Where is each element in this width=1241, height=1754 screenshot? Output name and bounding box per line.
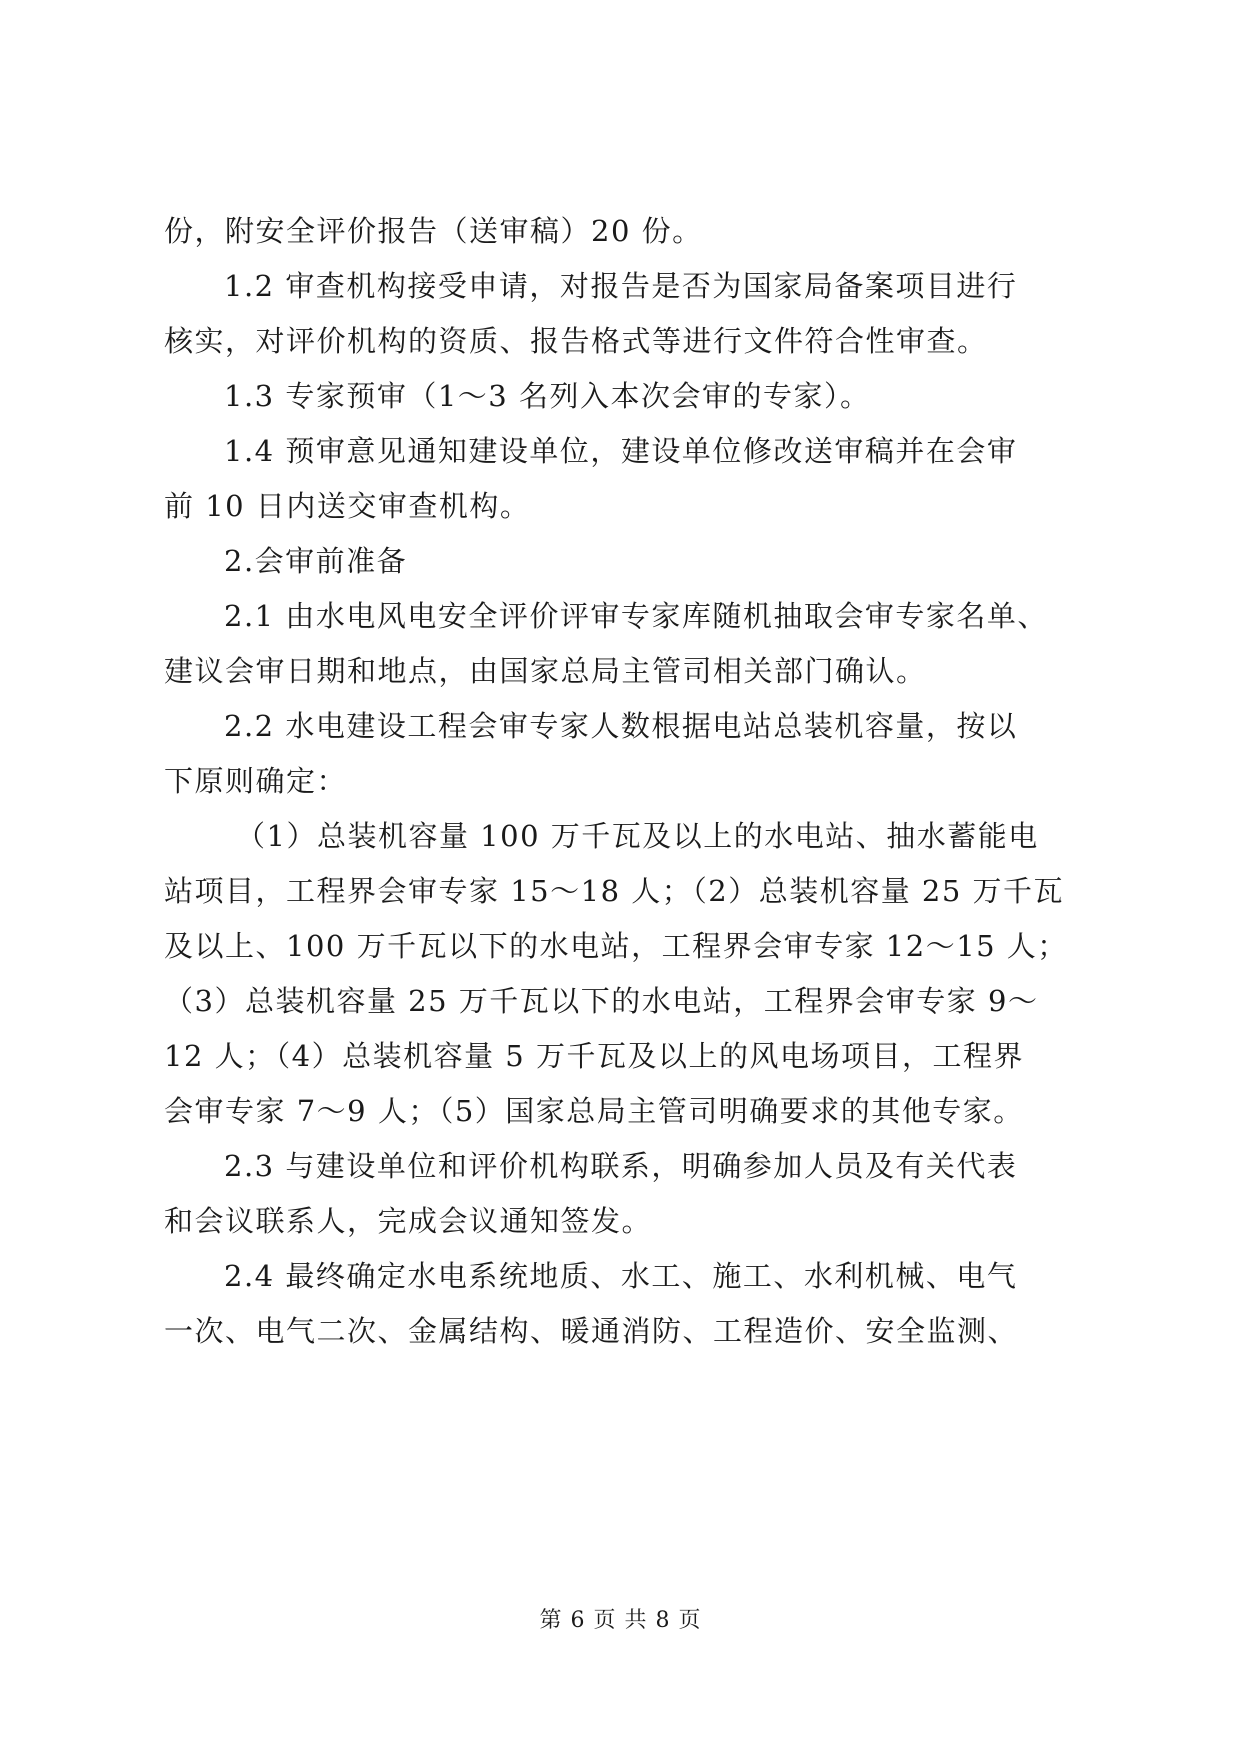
text-line-14: 及以上、100 万千瓦以下的水电站，工程界会审专家 12～15 人； [164, 929, 1068, 963]
text-line-4: 1.3 专家预审（1～3 名列入本次会审的专家）。 [224, 379, 871, 413]
page-footer: 第 6 页 共 8 页 [539, 1608, 702, 1633]
text-line-13: 站项目，工程界会审专家 15～18 人；（2）总装机容量 25 万千瓦 [164, 874, 1065, 908]
text-line-10: 2.2 水电建设工程会审专家人数根据电站总装机容量，按以 [224, 709, 1018, 743]
text-line-3: 核实，对评价机构的资质、报告格式等进行文件符合性审查。 [164, 324, 988, 358]
text-line-16: 12 人；（4）总装机容量 5 万千瓦及以上的风电场项目，工程界 [164, 1039, 1024, 1073]
section-heading: 2.会审前准备 [224, 544, 408, 578]
text-line-12: （1）总装机容量 100 万千瓦及以上的水电站、抽水蓄能电 [236, 819, 1039, 853]
text-line-6: 前 10 日内送交审查机构。 [164, 489, 531, 523]
text-line-15: （3）总装机容量 25 万千瓦以下的水电站，工程界会审专家 9～ [164, 984, 1039, 1018]
text-line-5: 1.4 预审意见通知建设单位，建设单位修改送审稿并在会审 [224, 434, 1018, 468]
text-line-21: 一次、电气二次、金属结构、暖通消防、工程造价、安全监测、 [164, 1314, 1019, 1348]
text-line-11: 下原则确定： [164, 764, 348, 798]
text-line-1: 份，附安全评价报告（送审稿）20 份。 [164, 214, 703, 248]
text-line-17: 会审专家 7～9 人；（5）国家总局主管司明确要求的其他专家。 [164, 1094, 1024, 1128]
text-line-20: 2.4 最终确定水电系统地质、水工、施工、水利机械、电气 [224, 1259, 1018, 1293]
text-line-8: 2.1 由水电风电安全评价评审专家库随机抽取会审专家名单、 [224, 599, 1048, 633]
text-line-19: 和会议联系人，完成会议通知签发。 [164, 1204, 653, 1238]
text-line-2: 1.2 审查机构接受申请，对报告是否为国家局备案项目进行 [224, 269, 1018, 303]
text-line-18: 2.3 与建设单位和评价机构联系，明确参加人员及有关代表 [224, 1149, 1018, 1183]
text-line-9: 建议会审日期和地点，由国家总局主管司相关部门确认。 [164, 654, 927, 688]
